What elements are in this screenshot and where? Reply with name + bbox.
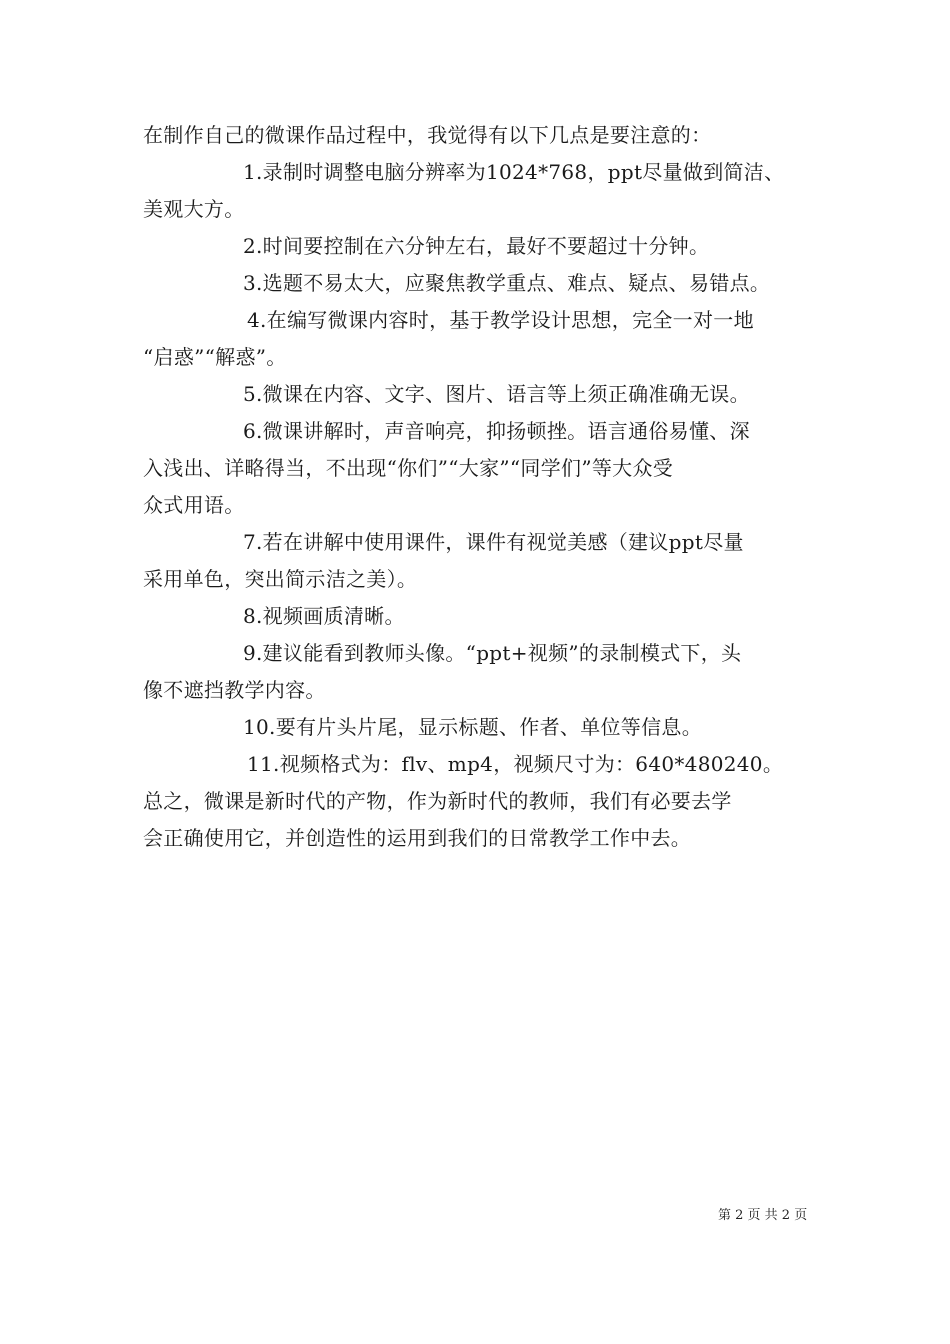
text-line: 采用单色，突出简示洁之美）。: [143, 567, 418, 591]
text-line: 入浅出、详略得当，不出现“你们”“大家”“同学们”等大众受: [143, 456, 674, 480]
text-line: 在制作自己的微课作品过程中，我觉得有以下几点是要注意的：: [143, 123, 712, 147]
text-line: 9.建议能看到教师头像。“ppt+视频”的录制模式下，头: [243, 641, 742, 665]
text-line: 总之，微课是新时代的产物，作为新时代的教师，我们有必要去学: [143, 789, 732, 813]
text-line: 8.视频画质清晰。: [243, 604, 405, 628]
text-line: 6.微课讲解时，声音响亮，抑扬顿挫。语言通俗易懂、深: [243, 419, 750, 443]
text-line: 会正确使用它，并创造性的运用到我们的日常教学工作中去。: [143, 826, 692, 850]
text-line: 2.时间要控制在六分钟左右，最好不要超过十分钟。: [243, 234, 710, 258]
text-line: “启惑”“解惑”。: [143, 345, 287, 369]
page-number-footer: 第 2 页 共 2 页: [718, 1208, 808, 1223]
text-line: 像不遮挡教学内容。: [143, 678, 326, 702]
text-line: 11.视频格式为：flv、mp4，视频尺寸为：640*480240。: [247, 752, 784, 776]
text-line: 5.微课在内容、文字、图片、语言等上须正确准确无误。: [243, 382, 750, 406]
document-body: [143, 117, 810, 857]
text-line: 众式用语。: [143, 493, 245, 517]
text-line: 10.要有片头片尾，显示标题、作者、单位等信息。: [243, 715, 703, 739]
text-line: 美观大方。: [143, 197, 245, 221]
text-line: 1.录制时调整电脑分辨率为1024*768，ppt尽量做到简洁、: [243, 160, 785, 184]
text-line: 7.若在讲解中使用课件，课件有视觉美感（建议ppt尽量: [243, 530, 744, 554]
text-line: 3.选题不易太大，应聚焦教学重点、难点、疑点、易错点。: [243, 271, 771, 295]
text-line: 4.在编写微课内容时，基于教学设计思想，完全一对一地: [247, 308, 754, 332]
